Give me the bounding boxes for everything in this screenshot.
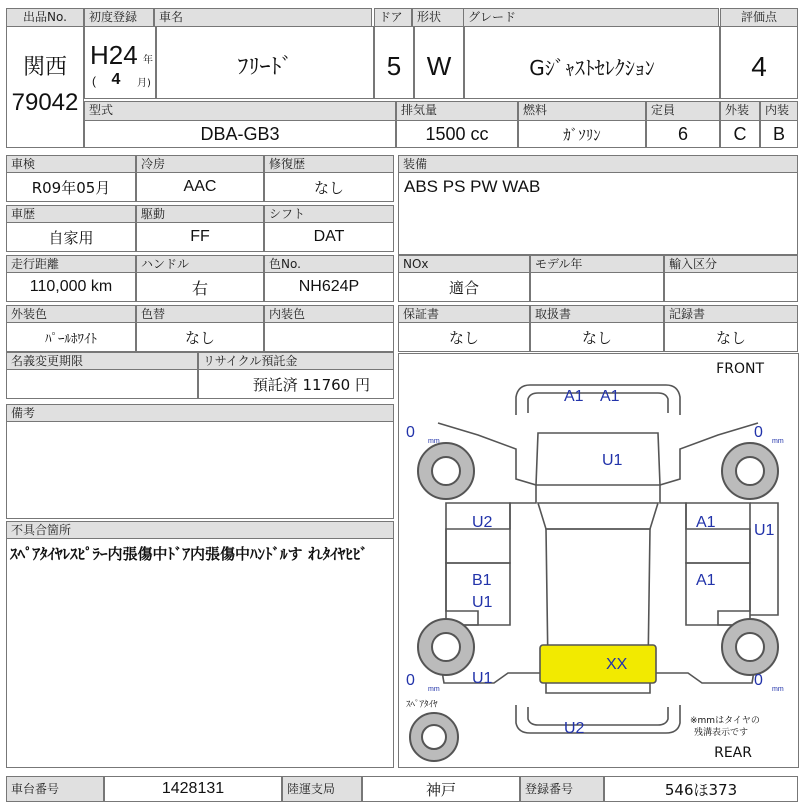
- repair: なし: [313, 178, 344, 197]
- mark-front-bumper-2: A1: [600, 388, 620, 405]
- ext-color: ﾊﾟｰﾙﾎﾜｲﾄ: [45, 331, 97, 347]
- car-damage-diagram: [398, 353, 799, 768]
- model-year-label: モデル年: [530, 255, 664, 273]
- mark-left-rear-quarter: U1: [472, 670, 493, 687]
- rear-bumper-outline: [516, 705, 680, 733]
- grade-label: グレード: [463, 8, 719, 27]
- name-change-label: 名義変更期限: [6, 352, 198, 370]
- color-no-label: 色No.: [264, 255, 394, 273]
- first-reg-label: 初度登録: [84, 8, 154, 27]
- displacement: 1500 cc: [425, 123, 489, 144]
- mark-rear-panel: XX: [606, 656, 628, 673]
- ac-label: 冷房: [136, 155, 264, 173]
- interior-grade: B: [772, 123, 785, 144]
- tire-front-right-icon: [722, 443, 778, 499]
- grade: Gｼﾞｬｽﾄｾﾚｸｼｮﾝ: [529, 55, 655, 80]
- warranty: なし: [448, 328, 479, 347]
- mark-hood: U1: [602, 452, 623, 469]
- chassis: 1428131: [161, 780, 225, 797]
- tire-rear-left-icon: [418, 619, 474, 675]
- front-bumper-inner: [528, 393, 668, 413]
- equip-label: 装備: [398, 155, 798, 173]
- import-label: 輸入区分: [664, 255, 798, 273]
- first-reg-year-suffix: 年: [143, 54, 153, 66]
- records: なし: [715, 328, 746, 347]
- int-color: [264, 322, 394, 352]
- model: DBA-GB3: [200, 123, 280, 144]
- rear-label: REAR: [714, 745, 752, 761]
- defects-box: [6, 538, 394, 768]
- right-front-fender: [750, 503, 778, 615]
- history-label: 車歴: [6, 205, 136, 223]
- warranty-label: 保証書: [398, 305, 530, 323]
- mark-front-bumper-1: A1: [564, 388, 584, 405]
- mark-right-front-door: A1: [696, 514, 716, 531]
- spare-label: ｽﾍﾟｱﾀｲﾔ: [406, 700, 438, 710]
- mark-rear-bumper: U2: [564, 720, 585, 737]
- nox: 適合: [448, 278, 479, 297]
- shape: W: [426, 50, 452, 81]
- nox-label: NOx: [398, 255, 530, 273]
- drive: FF: [190, 228, 210, 245]
- mark-left-front-door: U2: [472, 514, 493, 531]
- shift: DAT: [313, 228, 345, 245]
- doors: 5: [386, 50, 402, 81]
- handle: 右: [191, 278, 208, 298]
- capacity-label: 定員: [646, 101, 720, 121]
- note-line2: 残溝表示です: [694, 728, 749, 738]
- interior-grade-label: 内装: [760, 101, 798, 121]
- inspection: R09年05月: [31, 178, 111, 197]
- shift-label: シフト: [264, 205, 394, 223]
- lot-number: 79042: [11, 89, 79, 116]
- mm-unit-rr: mm: [772, 686, 784, 693]
- fuel: ｶﾞｿﾘﾝ: [563, 125, 601, 144]
- exterior-grade-label: 外装: [720, 101, 760, 121]
- name-change: [6, 369, 198, 399]
- plate: 546ほ373: [664, 780, 738, 799]
- tire-depth-fl: 0: [406, 424, 415, 441]
- recycle-label: リサイクル預託金: [198, 352, 394, 370]
- hood-outline: [536, 433, 660, 485]
- ext-color-label: 外装色: [6, 305, 136, 323]
- manual-label: 取扱書: [530, 305, 664, 323]
- spare-tire-icon: [410, 713, 458, 761]
- inspection-label: 車検: [6, 155, 136, 173]
- mm-unit-fr: mm: [772, 438, 784, 445]
- first-reg-month: 4: [111, 71, 121, 88]
- defects-label: 不具合箇所: [6, 521, 394, 539]
- mark-right-front-fender: U1: [754, 522, 775, 539]
- color-change: なし: [184, 328, 215, 347]
- mark-right-rear-door: A1: [696, 572, 716, 589]
- mileage-label: 走行距離: [6, 255, 136, 273]
- windshield: [538, 503, 658, 529]
- left-front-door: [446, 503, 510, 563]
- lot-region: 関西: [22, 54, 67, 80]
- drive-label: 駆動: [136, 205, 264, 223]
- repair-label: 修復歴: [264, 155, 394, 173]
- capacity: 6: [677, 123, 688, 144]
- mm-unit-fl: mm: [428, 438, 440, 445]
- first-reg-month-close: 月): [137, 77, 151, 89]
- doors-label: ドア: [374, 8, 412, 27]
- front-label: FRONT: [716, 361, 764, 377]
- tire-front-left-icon: [418, 443, 474, 499]
- plate-label: 登録番号: [520, 776, 604, 802]
- score-label: 評価点: [720, 8, 798, 27]
- import: [664, 272, 798, 302]
- remarks: [6, 421, 394, 519]
- remarks-label: 備考: [6, 404, 394, 422]
- office: 神戸: [425, 780, 456, 799]
- right-front-door: [686, 503, 750, 563]
- history: 自家用: [48, 228, 94, 247]
- tire-depth-rl: 0: [406, 672, 415, 689]
- ac: AAC: [183, 178, 217, 195]
- manual: なし: [581, 328, 612, 347]
- model-label: 型式: [84, 101, 396, 121]
- defects: ｽﾍﾟｱﾀｲﾔﾚｽﾋﾟﾗｰ内張傷中ﾄﾞｱ内張傷中ﾊﾝﾄﾞﾙす れﾀｲﾔﾋﾋﾞ: [10, 545, 368, 563]
- mm-unit-rl: mm: [428, 686, 440, 693]
- office-label: 陸運支局: [282, 776, 362, 802]
- mark-left-rear-door-1: B1: [472, 572, 492, 589]
- first-reg-era-year: H24: [90, 39, 138, 70]
- first-reg-month-open: (: [92, 74, 96, 88]
- front-bumper-outline: [516, 385, 680, 415]
- fuel-label: 燃料: [518, 101, 646, 121]
- chassis-label: 車台番号: [6, 776, 104, 802]
- score: 4: [751, 51, 767, 82]
- note-line1: ※mmはタイヤの: [690, 716, 760, 726]
- car-name: ﾌﾘｰﾄﾞ: [237, 54, 293, 80]
- color-no: NH624P: [298, 278, 360, 295]
- mark-left-rear-door-2: U1: [472, 594, 493, 611]
- mileage: 110,000 km: [29, 278, 113, 295]
- tire-rear-right-icon: [722, 619, 778, 675]
- handle-label: ハンドル: [136, 255, 264, 273]
- displacement-label: 排気量: [396, 101, 518, 121]
- lot-no-label: 出品No.: [6, 8, 84, 27]
- rear-panel-highlight: [540, 645, 656, 683]
- recycle: 預託済 11760 円: [252, 375, 370, 394]
- model-year: [530, 272, 664, 302]
- int-color-label: 内装色: [264, 305, 394, 323]
- rear-bumper-inner: [528, 707, 668, 725]
- tire-depth-fr: 0: [754, 424, 763, 441]
- records-label: 記録書: [664, 305, 798, 323]
- tire-depth-rr: 0: [754, 672, 763, 689]
- equip: ABS PS PW WAB: [404, 177, 541, 196]
- car-name-label: 車名: [154, 8, 372, 27]
- exterior-grade: C: [733, 123, 747, 144]
- shape-label: 形状: [412, 8, 464, 27]
- color-change-label: 色替: [136, 305, 264, 323]
